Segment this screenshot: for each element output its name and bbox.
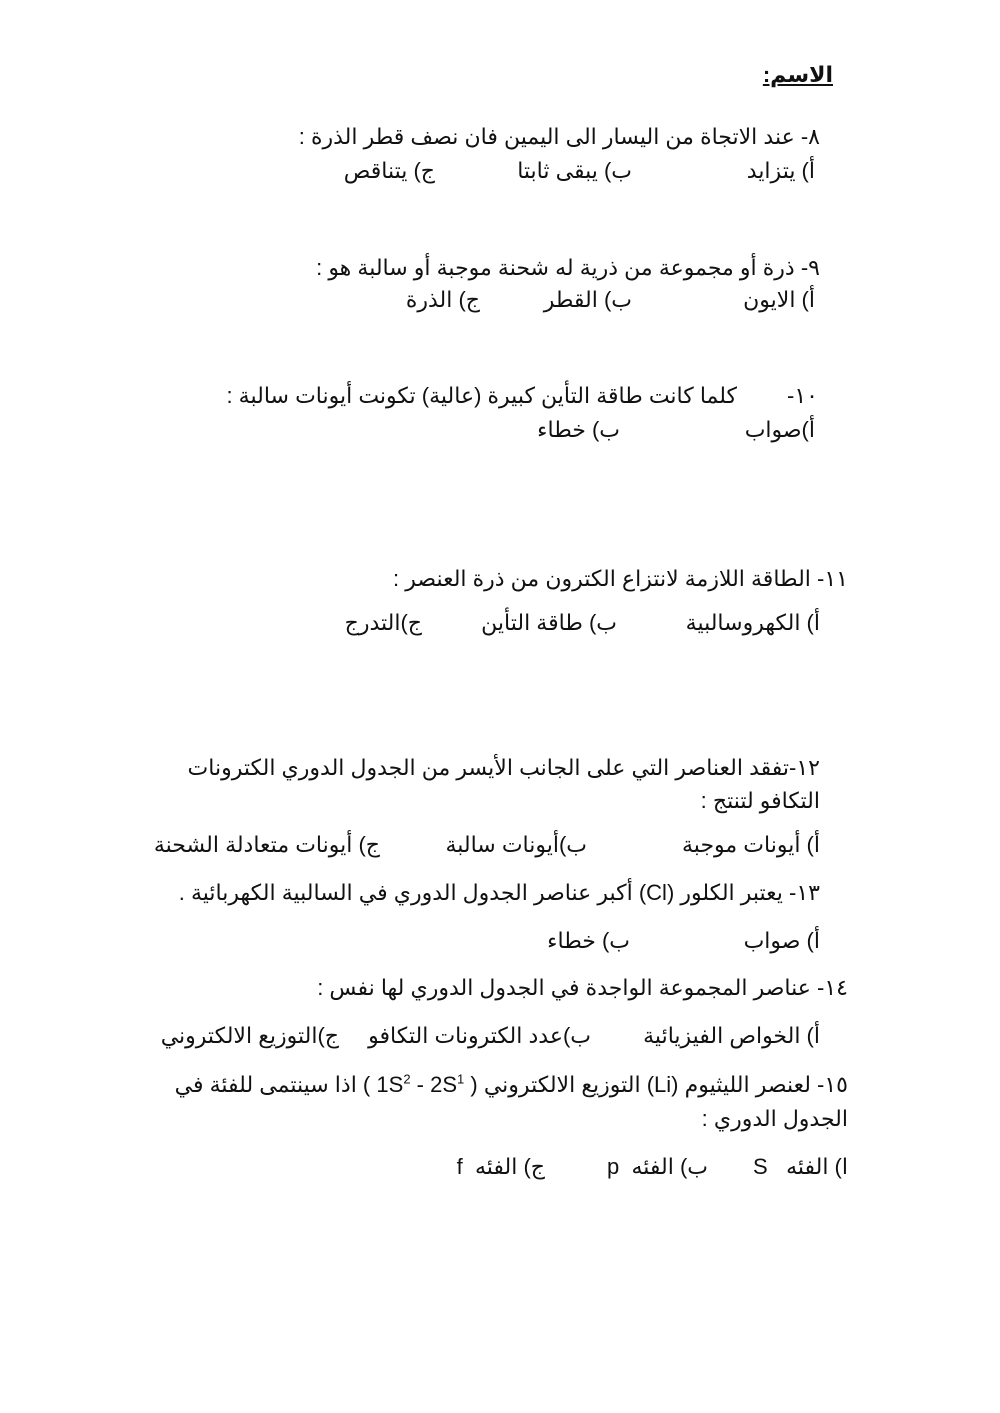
option-c[interactable]: ج) أيونات متعادلة الشحنة [153, 832, 380, 857]
question-number: ١٥- [817, 1072, 848, 1097]
option-c[interactable]: ج) الفئه f [456, 1154, 545, 1179]
question-9 [316, 253, 820, 283]
question-13: ١٣- يعتبر الكلور (Cl) أكبر عناصر الجدول الدوري في السالبية الكهربائية . [178, 880, 820, 905]
option-b[interactable]: ب) القطر [543, 287, 632, 312]
option-c[interactable]: ج)التدرج [344, 610, 422, 635]
question-text: عند الاتجاة من اليسار الى اليمين فان نصف قطر الذرة : [298, 124, 795, 149]
question-text: ذرة أو مجموعة من ذرية له شحنة موجبة أو سالبة هو : [316, 255, 795, 280]
question-text: تفقد العناصر التي على الجانب الأيسر من الجدول الدوري الكترونات [187, 755, 790, 780]
question-number: ٨- [800, 124, 820, 149]
question-number: ٩- [800, 255, 820, 280]
option-b[interactable]: ب) يبقى ثابتا [517, 158, 632, 183]
option-a[interactable]: أ) يتزايد [746, 158, 815, 183]
question-15: ١٥- لعنصر الليثيوم (Li) التوزيع الالكتروني ( $1S^2 - 2S^1$ ) اذا سينتمى للفئة في [174, 1071, 848, 1097]
question-12 [188, 753, 820, 783]
question-11 [393, 564, 848, 594]
option-b[interactable]: ب) خطاء [537, 417, 620, 442]
option-a[interactable]: أ) الكهروسالبية [685, 610, 820, 635]
question-10 [226, 381, 818, 411]
question-15-line2: الجدول الدوري : [701, 1106, 848, 1131]
option-a[interactable]: أ) الخواص الفيزيائية [643, 1023, 820, 1048]
question-text: الطاقة اللازمة لانتزاع الكترون من ذرة العنصر : [393, 566, 811, 591]
option-c[interactable]: ج)التوزيع الالكتروني [160, 1023, 339, 1048]
question-text: عناصر المجموعة الواجدة في الجدول الدوري لها نفس : [317, 975, 811, 1000]
option-a[interactable]: أ)صواب [744, 417, 815, 442]
question-12-line2: التكافو لتنتج : [700, 788, 820, 813]
question-number: ١٣- [789, 880, 820, 905]
option-a[interactable]: ا) الفئه S [753, 1154, 848, 1179]
option-a[interactable]: أ) الايون [743, 287, 815, 312]
option-a[interactable]: أ) أيونات موجبة [682, 832, 820, 857]
element-symbol: Li [654, 1072, 672, 1097]
element-symbol: Cl [646, 880, 667, 905]
option-a[interactable]: أ) صواب [743, 928, 820, 953]
question-8 [299, 122, 820, 152]
option-b[interactable]: ب) طاقة التأين [481, 610, 617, 635]
question-number: ١٢- [789, 755, 820, 780]
option-c[interactable]: ج) الذرة [405, 287, 480, 312]
option-b[interactable]: ب) الفئه p [606, 1154, 708, 1179]
option-c[interactable]: ج) يتناقص [343, 158, 435, 183]
option-b[interactable]: ب)عدد الكترونات التكافو [368, 1023, 591, 1048]
question-text: كلما كانت طاقة التأين كبيرة (عالية) تكونت أيونات سالبة : [226, 383, 738, 408]
question-number: ١١- [817, 566, 848, 591]
option-b[interactable]: ب)أيونات سالبة [445, 832, 587, 857]
question-number: ١٠- [787, 383, 818, 408]
name-label: الاسم: [762, 62, 833, 87]
electron-config: $1S^2 - 2S^1$ [376, 1071, 465, 1097]
question-number: ١٤- [817, 975, 848, 1000]
option-b[interactable]: ب) خطاء [547, 928, 630, 953]
question-14 [317, 973, 848, 1003]
